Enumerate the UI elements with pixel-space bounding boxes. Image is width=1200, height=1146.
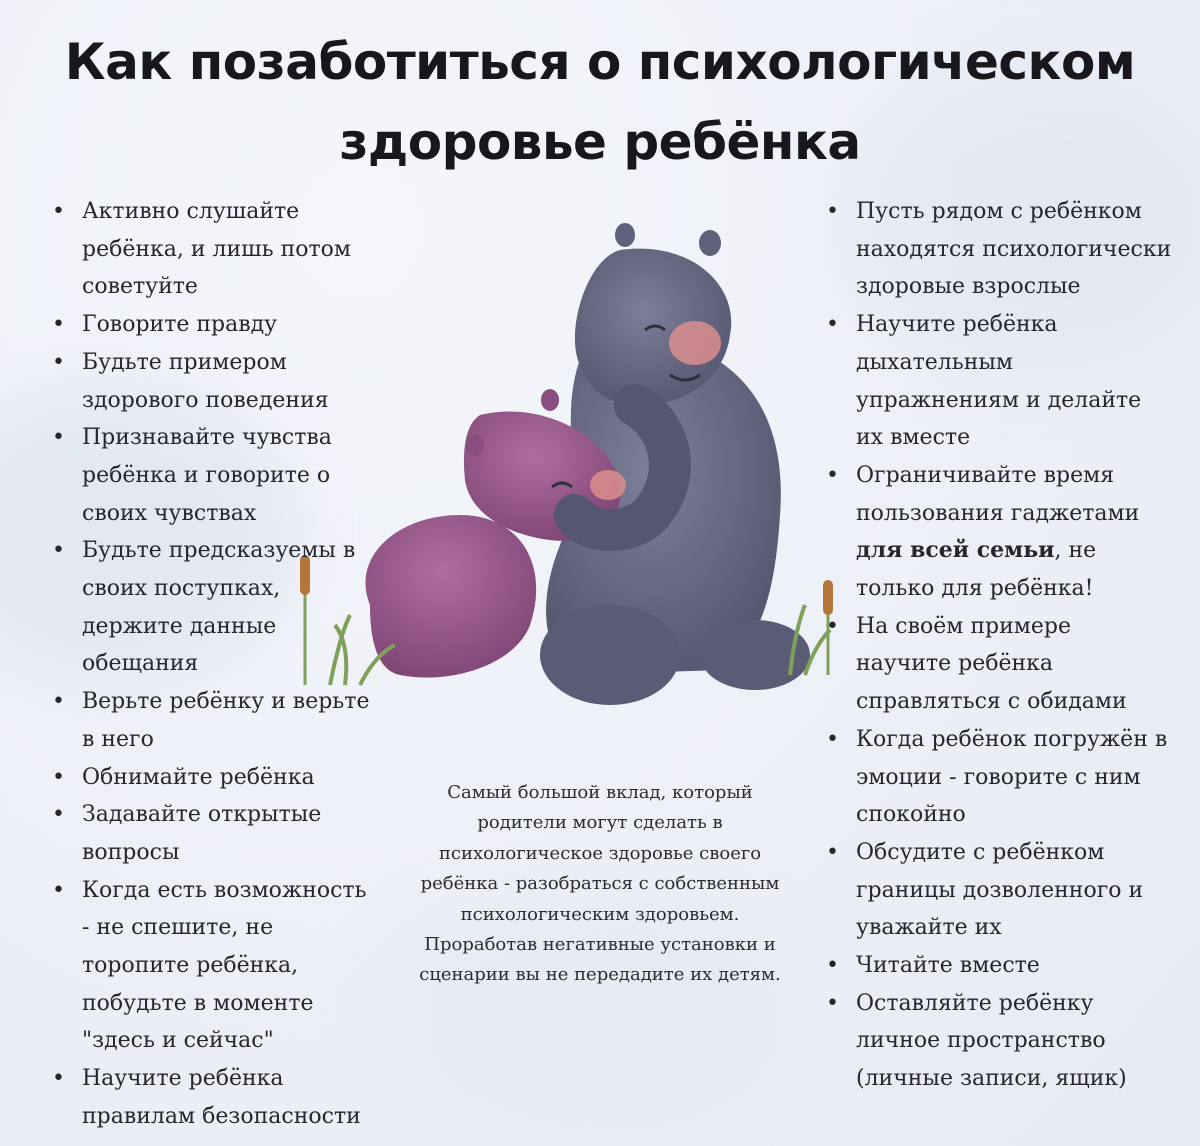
- list-item: • Обсудите с ребёнком границы дозволенного и уважайте их: [822, 834, 1172, 947]
- list-item: • Научите ребёнка дыхательным упражнениям и делайте их вместе: [822, 306, 1172, 457]
- list-item: • Говорите правду: [48, 306, 378, 344]
- list-item: • Активно слушайте ребёнка, и лишь потом советуйте: [48, 193, 378, 306]
- list-item: • Верьте ребёнку и верьте в него: [48, 683, 378, 758]
- list-item: • Задавайте открытые вопросы: [48, 796, 378, 871]
- left-tips-list: [48, 193, 378, 1136]
- list-item: • Будьте примером здорового поведения: [48, 344, 378, 419]
- list-item: • Пусть рядом с ребёнком находятся психологически здоровые взрослые: [822, 193, 1172, 306]
- list-item: • Научите ребёнка правилам безопасности: [48, 1060, 378, 1135]
- list-item: • Признавайте чувства ребёнка и говорите о своих чувствах: [48, 419, 378, 532]
- list-item: • Читайте вместе: [822, 947, 1172, 985]
- list-item: • Когда ребёнок погружён в эмоции - говорите с ним спокойно: [822, 721, 1172, 834]
- list-item-emphasis: для всей семьи: [856, 537, 1055, 564]
- list-item-text: , не только для ребёнка!: [856, 538, 1097, 602]
- list-item: • Обнимайте ребёнка: [48, 759, 378, 797]
- page-title: Как позаботиться о психологическом здоровье ребёнка: [64, 33, 1136, 171]
- list-item: • На своём примере научите ребёнка справляться с обидами: [822, 608, 1172, 721]
- center-note: Самый большой вклад, который родители могут сделать в психологическое здоровье своего ребёнка - разобраться с собственным психологическим здоровьем. Проработав негативные установки и сценарии вы не передадите их детям.: [419, 782, 781, 986]
- list-item-text: Ограничивайте время пользования гаджетами: [856, 462, 1140, 526]
- list-item: [822, 457, 1172, 608]
- list-item: • Будьте предсказуемы в своих поступках, держите данные обещания: [48, 532, 378, 683]
- right-tips-list: [822, 193, 1172, 1098]
- list-item: • Оставляйте ребёнку личное пространство (личные записи, ящик): [822, 985, 1172, 1098]
- list-item: • Когда есть возможность - не спешите, не торопите ребёнка, побудьте в моменте "здесь и сейчас": [48, 872, 378, 1061]
